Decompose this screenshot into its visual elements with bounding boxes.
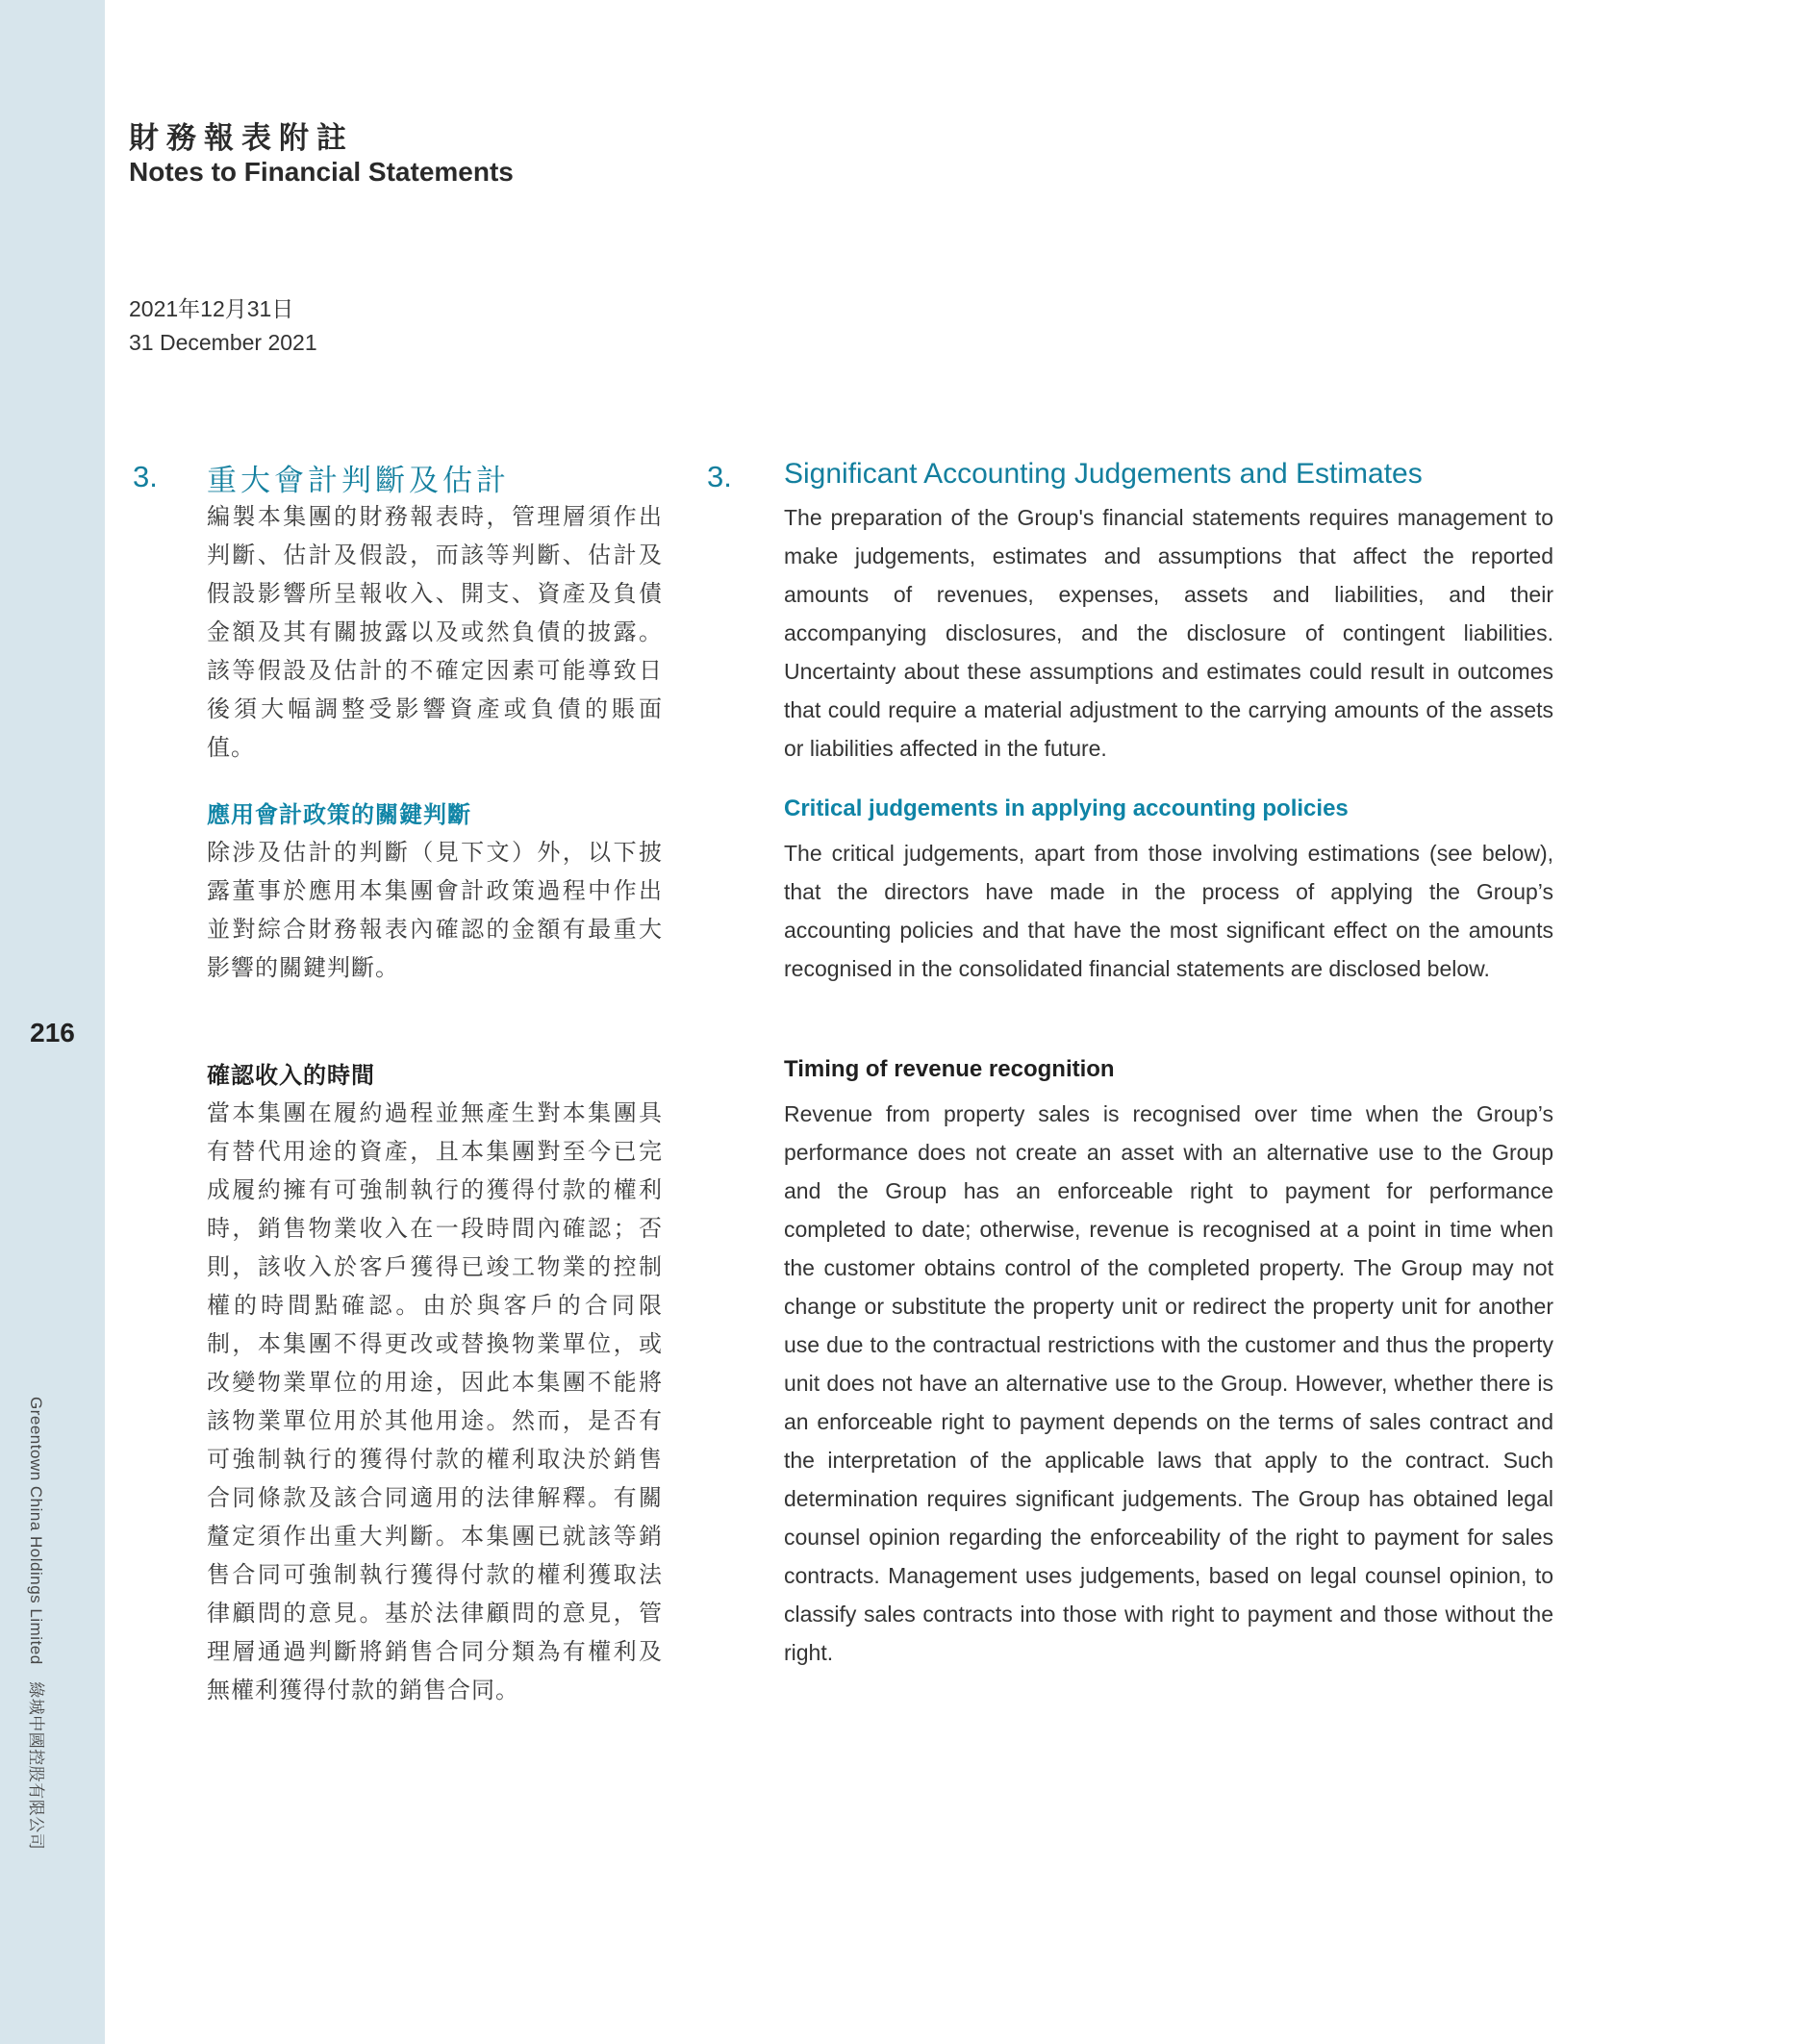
section-heading-en: Significant Accounting Judgements and Estimates xyxy=(784,458,1423,490)
critical-judgements-paragraph-zh: 除涉及估計的判斷（見下文）外，以下披露董事於應用本集團會計政策過程中作出並對綜合財務報表內確認的金額有最重大影響的關鍵判斷。 xyxy=(207,840,663,981)
report-date-zh: 2021年12月31日 xyxy=(129,296,294,321)
section-heading-zh: 重大會計判斷及估計 xyxy=(207,464,510,497)
page-number: 216 xyxy=(30,1018,75,1047)
section-number-zh: 3. xyxy=(133,460,158,493)
document-title-zh: 財務報表附註 xyxy=(129,121,354,155)
timing-paragraph-zh: 當本集團在履約過程並無產生對本集團具有替代用途的資產，且本集團對至今已完成履約擁有可強制執行的獲得付款的權利時，銷售物業收入在一段時間內確認；否則，該收入於客戶獲得已竣工物業的控制權的時間點確認。由於與客戶的合同限制，本集團不得更改或替換物業單位，或改變物業單位的用途，因此本集團不能將該物業單位用於其他用途。然而，是否有可強制執行的獲得付款的權利取決於銷售合同條款及該合同適用的法律解釋。有關釐定須作出重大判斷。本集團已就該等銷售合同可強制執行獲得付款的權利獲取法律顧問的意見。基於法律顧問的意見，管理層通過判斷將銷售合同分類為有權利及無權利獲得付款的銷售合同。 xyxy=(207,1100,663,1703)
document-title-en: Notes to Financial Statements xyxy=(129,157,514,187)
report-date-en: 31 December 2021 xyxy=(129,330,317,355)
timing-subheading-zh: 確認收入的時間 xyxy=(207,1063,375,1089)
timing-paragraph-en: Revenue from property sales is recognised over time when the Group’s performance does not create an asset with an alternative use to the Group and the Group has an enforceable right to payment for performance completed to date; otherwise, revenue is recognised at a point in time when the customer obtains control of the completed property. The Group may not change or substitute the property unit or redirect the property unit for another use due to the contractual restrictions with the customer and thus the property unit does not have an alternative use to the Group. However, whether there is an enforceable right to payment depends on the terms of sales contract and the interpretation of the applicable laws that apply to the contract. Such determination requires significant judgements. The Group has obtained legal counsel opinion regarding the enforceability of the right to payment for sales contracts. Management uses judgements, based on legal counsel opinion, to classify sales contracts into those with right to payment and those without the right. xyxy=(784,1101,1553,1665)
intro-paragraph-zh: 編製本集團的財務報表時，管理層須作出判斷、估計及假設，而該等判斷、估計及假設影響所呈報收入、開支、資產及負債金額及其有關披露以及或然負債的披露。該等假設及估計的不確定因素可能導致日後須大幅調整受影響資產或負債的賬面值。 xyxy=(207,504,663,761)
critical-judgements-subheading-zh: 應用會計政策的關鍵判斷 xyxy=(207,802,471,828)
intro-paragraph-en: The preparation of the Group's financial statements requires management to make judgements, estimates and assumptions that affect the reported amounts of revenues, expenses, assets and liabilities, and their accompanying disclosures, and the disclosure of contingent liabilities. Uncertainty about these assumptions and estimates could result in outcomes that could require a material adjustment to the carrying amounts of the assets or liabilities affected in the future. xyxy=(784,505,1553,761)
critical-judgements-subheading-en: Critical judgements in applying accounting policies xyxy=(784,795,1349,821)
timing-subheading-en: Timing of revenue recognition xyxy=(784,1056,1115,1082)
spine-company-name: Greentown China Holdings Limited 綠城中國控股有限公司 xyxy=(27,1397,45,1851)
section-number-en: 3. xyxy=(707,460,732,493)
critical-judgements-paragraph-en: The critical judgements, apart from those involving estimations (see below), that the directors have made in the process of applying the Group’s accounting policies and that have the most significant effect on the amounts recognised in the consolidated financial statements are disclosed below. xyxy=(784,841,1553,981)
